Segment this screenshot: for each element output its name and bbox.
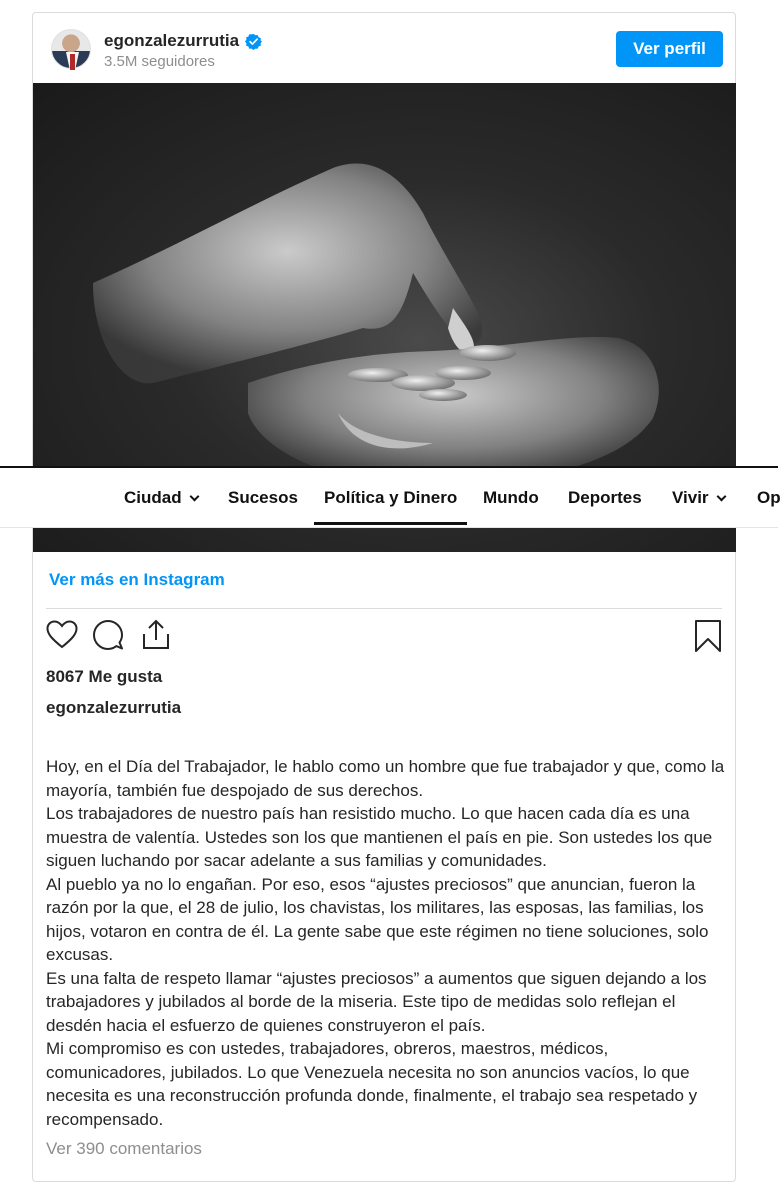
bookmark-icon[interactable] [694, 619, 722, 653]
caption-paragraph: Al pueblo ya no lo engañan. Por eso, esos “ajustes preciosos” que anuncian, fueron la razón por la que, el 28 de julio, los chavistas, los militares, las esposas, las familias, los hijos, votaron en contra de él. La gente sabe que este régimen no tiene soluciones, solo excusas. [46, 874, 709, 964]
nav-item-label: Deportes [568, 488, 642, 507]
nav-item-politica-y-dinero[interactable] [324, 468, 457, 528]
verified-badge-icon [245, 33, 262, 50]
chevron-down-icon [189, 491, 199, 501]
heart-icon[interactable] [46, 619, 78, 651]
avatar[interactable] [51, 29, 91, 69]
nav-item-label: Sucesos [228, 488, 298, 507]
nav-item-opinion[interactable] [757, 468, 781, 528]
caption-paragraph: Es una falta de respeto llamar “ajustes preciosos” a aumentos que siguen dejando a los trabajadores y jubilados al borde de la miseria. Este tipo de medidas solo reflejan el desdén hacia el esfuerzo de quienes construyeron el país. [46, 968, 707, 1035]
divider [46, 608, 722, 609]
nav-item-label: Política y Dinero [324, 488, 458, 507]
avatar-tie [70, 54, 75, 70]
nav-item-label: Op [757, 488, 781, 507]
post-header [33, 13, 735, 83]
post-caption [46, 755, 726, 1131]
site-nav-bar [0, 466, 781, 528]
instagram-embed [32, 12, 736, 1182]
view-profile-button[interactable]: Ver perfil [616, 31, 723, 67]
comment-icon[interactable] [92, 619, 124, 651]
nav-item-label: Ciudad [124, 488, 182, 507]
caption-paragraph: Los trabajadores de nuestro país han resistido mucho. Lo que hacen cada día es una muestra de valentía. Ustedes son los que mantienen el país en pie. Son ustedes los que siguen luchando por sacar adelante a sus familias y comunidades. [46, 804, 713, 870]
post-actions [46, 619, 724, 653]
username[interactable]: egonzalezurrutia [104, 31, 240, 50]
nav-item-vivir[interactable] [672, 468, 725, 528]
view-comments-link[interactable]: Ver 390 comentarios [46, 1139, 202, 1158]
nav-item-ciudad[interactable] [124, 468, 198, 528]
nav-item-label: Mundo [483, 488, 539, 507]
caption-username[interactable]: egonzalezurrutia [46, 698, 182, 717]
nav-item-deportes[interactable] [568, 468, 642, 528]
caption-paragraph: Mi compromiso es con ustedes, trabajadores, obreros, maestros, médicos, comunicadores, jubilados. Lo que Venezuela necesita no son anuncios vacíos, lo que necesita es una reconstrucción profunda donde, finalmente, el trabajo sea respetado y recompensado. [46, 1039, 698, 1129]
nav-item-label: Vivir [672, 488, 709, 507]
nav-item-sucesos[interactable] [228, 468, 298, 528]
caption-paragraph: Hoy, en el Día del Trabajador, le hablo como un hombre que fue trabajador y que, como la mayoría, también fue despojado de sus derechos. [46, 757, 725, 800]
chevron-down-icon [716, 491, 726, 501]
likes-count[interactable]: 8067 Me gusta [46, 667, 163, 686]
followers-count: 3.5M seguidores [104, 53, 215, 70]
username-row [104, 31, 262, 51]
nav-item-mundo[interactable] [483, 468, 539, 528]
view-more-instagram-link[interactable]: Ver más en Instagram [49, 570, 225, 589]
share-icon[interactable] [140, 619, 172, 651]
